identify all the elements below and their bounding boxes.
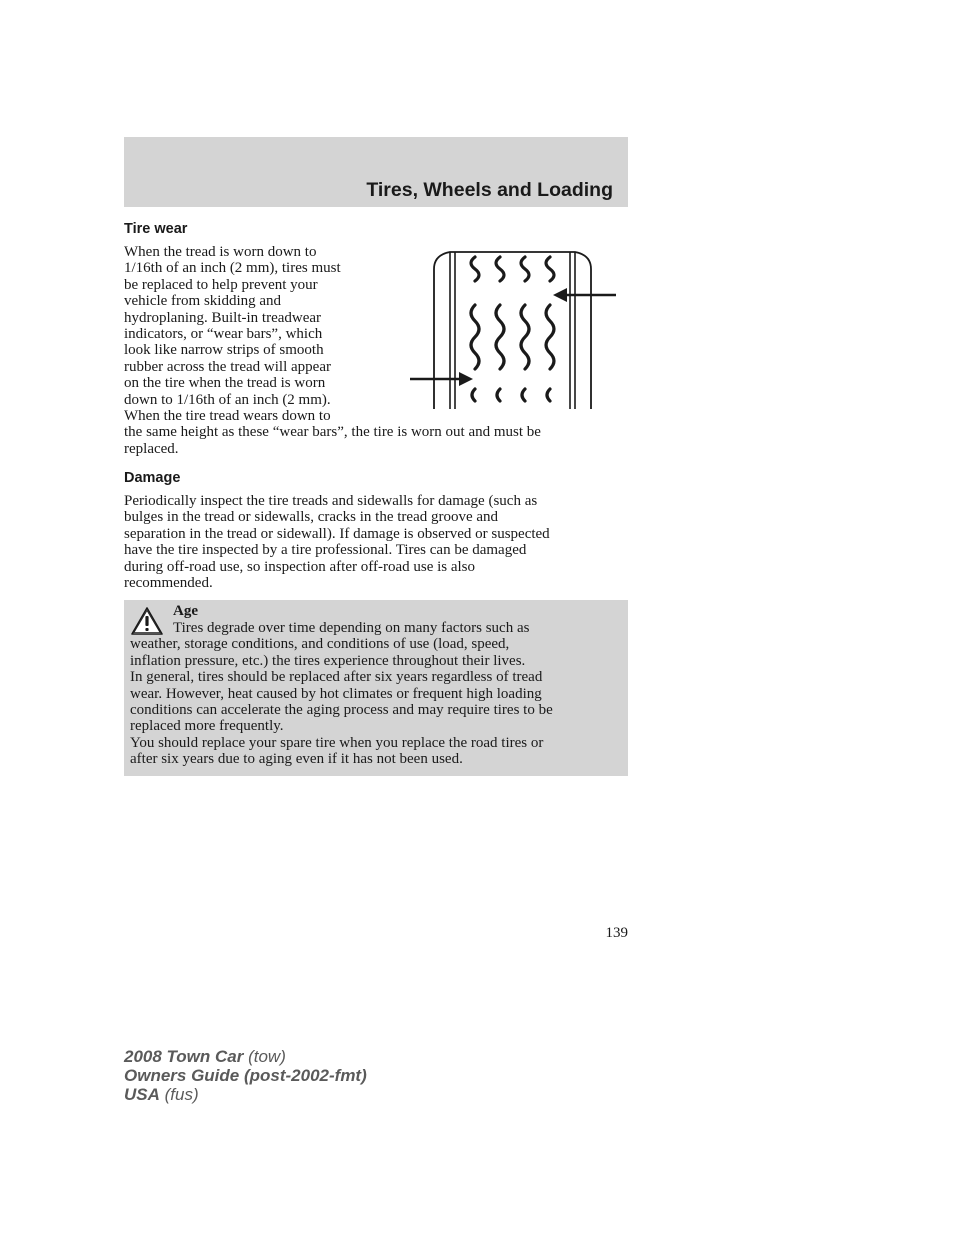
- text-line: Tires degrade over time depending on many factors such as: [173, 620, 530, 636]
- text-line: bulges in the tread or sidewalls, cracks in the tread groove and: [124, 509, 499, 526]
- text-line: hydroplaning. Built-in treadwear: [124, 309, 322, 326]
- text-line: replaced more frequently.: [130, 718, 284, 735]
- text-line: separation in the tread or sidewall). If damage is observed or suspected: [124, 525, 550, 542]
- section-title: Tires, Wheels and Loading: [366, 179, 613, 201]
- text-line: look like narrow strips of smooth: [124, 342, 324, 359]
- damage-heading: Damage: [124, 470, 181, 486]
- text-line: the same height as these “wear bars”, the tire is worn out and must be: [124, 424, 541, 441]
- footer-market-code: (fus): [159, 1085, 199, 1104]
- text-line: Periodically inspect the tire treads and sidewalls for damage (such as: [124, 493, 538, 509]
- footer-model: 2008 Town Car: [124, 1047, 244, 1066]
- text-line: recommended.: [124, 575, 213, 592]
- page-number: 139: [605, 925, 628, 941]
- text-line: down to 1/16th of an inch (2 mm).: [124, 391, 331, 408]
- footer-line-guide: [124, 1066, 367, 1085]
- text-line: conditions can accelerate the aging process and may require tires to be: [130, 702, 553, 719]
- text-line: In general, tires should be replaced after six years regardless of tread: [130, 669, 543, 686]
- footer-market: USA: [124, 1085, 160, 1104]
- text-line: When the tread is worn down to: [124, 244, 317, 260]
- text-line: weather, storage conditions, and conditions of use (load, speed,: [130, 636, 510, 653]
- age-warning-box: [124, 600, 628, 776]
- text-line: indicators, or “wear bars”, which: [124, 326, 323, 343]
- text-line: after six years due to aging even if it has not been used.: [130, 751, 463, 768]
- text-line: vehicle from skidding and: [124, 293, 282, 310]
- text-line: rubber across the tread will appear: [124, 358, 331, 375]
- footer-guide: Owners Guide (post-2002-fmt): [124, 1066, 367, 1085]
- text-line: When the tire tread wears down to: [124, 408, 331, 425]
- footer-model-code: (tow): [243, 1047, 286, 1066]
- warning-title: Age: [173, 603, 198, 619]
- damage-paragraph: [124, 493, 550, 591]
- text-line: inflation pressure, etc.) the tires experience throughout their lives.: [130, 652, 526, 669]
- tire-wear-heading: Tire wear: [124, 221, 188, 237]
- warning-text: [130, 620, 553, 768]
- text-line: have the tire inspected by a tire professional. Tires can be damaged: [124, 542, 527, 559]
- document-footer: [124, 1047, 367, 1104]
- footer-line-model: [124, 1047, 367, 1066]
- tire-tread-wear-bar-illustration: [405, 247, 620, 409]
- text-line: on the tire when the tread is worn: [124, 375, 326, 392]
- footer-line-market: [124, 1085, 367, 1104]
- section-header-band: [124, 137, 628, 207]
- text-line: 1/16th of an inch (2 mm), tires must: [124, 260, 341, 277]
- text-line: during off-road use, so inspection after off-road use is also: [124, 558, 476, 575]
- text-line: replaced.: [124, 440, 179, 457]
- text-line: be replaced to help prevent your: [124, 276, 318, 293]
- text-line: wear. However, heat caused by hot climates or frequent high loading: [130, 685, 542, 702]
- text-line: You should replace your spare tire when you replace the road tires or: [130, 734, 544, 751]
